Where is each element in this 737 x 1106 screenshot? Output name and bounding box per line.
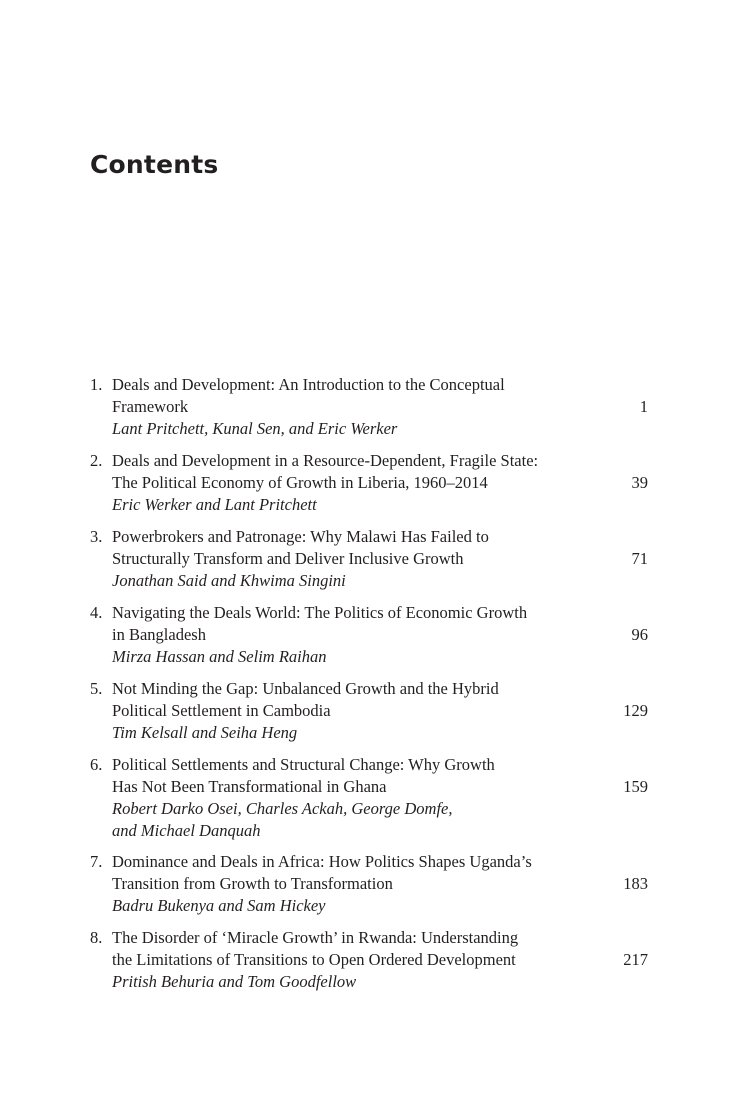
chapter-authors [112,494,648,516]
chapter-title-text: Political Settlement in Cambodia [112,701,331,720]
chapter-number: 5. [90,679,103,698]
chapter-number: 8. [90,928,103,947]
chapter-title-line [112,526,648,548]
authors-text: Tim Kelsall and Seiha Heng [112,723,298,742]
toc-entry[interactable] [90,754,648,842]
chapter-title-text: Deals and Development in a Resource-Dependent, Fragile State: [112,451,539,470]
entry-body [112,678,648,744]
authors-text: Robert Darko Osei, Charles Ackah, George Domfe, [112,799,453,818]
chapter-title-line [112,700,648,722]
entry-body [112,851,648,917]
toc-entry[interactable] [90,678,648,744]
chapter-title-text: Not Minding the Gap: Unbalanced Growth and the Hybrid [112,679,499,698]
chapter-number: 2. [90,451,103,470]
chapter-title-text: the Limitations of Transitions to Open Ordered Development [112,950,516,969]
entry-body [112,602,648,668]
chapter-title-line [112,754,648,776]
chapter-authors [112,418,648,440]
page-title: Contents [90,150,219,179]
page-number: 183 [623,874,648,893]
chapter-authors [112,971,648,993]
chapter-title-line [112,602,648,624]
entry-body [112,526,648,592]
chapter-title-line [112,678,648,700]
page-number: 1 [639,397,648,416]
authors-text: Jonathan Said and Khwima Singini [112,571,346,590]
chapter-title-text: in Bangladesh [112,625,206,644]
chapter-title-line [112,873,648,895]
toc-entry[interactable] [90,602,648,668]
entry-body [112,754,648,842]
chapter-title-line [112,396,648,418]
chapter-title-text: Political Settlements and Structural Change: Why Growth [112,755,495,774]
authors-text: Lant Pritchett, Kunal Sen, and Eric Werker [112,419,398,438]
toc-entry[interactable] [90,450,648,516]
chapter-title-line [112,776,648,798]
chapter-number: 7. [90,852,103,871]
chapter-authors [112,722,648,744]
chapter-title-line [112,927,648,949]
entry-body [112,450,648,516]
authors-text: Pritish Behuria and Tom Goodfellow [112,972,357,991]
chapter-title-line [112,472,648,494]
chapter-title-line [112,624,648,646]
chapter-number: 4. [90,603,103,622]
toc-entry[interactable] [90,851,648,917]
chapter-title-text: Structurally Transform and Deliver Inclusive Growth [112,549,464,568]
chapter-title-line [112,851,648,873]
chapter-title-line [112,949,648,971]
chapter-authors [112,895,648,917]
chapter-number: 3. [90,527,103,546]
chapter-title-text: Dominance and Deals in Africa: How Politics Shapes Uganda’s [112,852,532,871]
page-number: 129 [623,701,648,720]
chapter-number: 1. [90,375,103,394]
chapter-title-line [112,548,648,570]
toc-entry[interactable] [90,927,648,993]
chapter-authors [112,570,648,592]
page-number: 159 [623,777,648,796]
page-number: 96 [631,625,648,644]
chapter-title-text: Has Not Been Transformational in Ghana [112,777,387,796]
chapter-title-line [112,450,648,472]
entry-body [112,927,648,993]
page-number: 39 [631,473,648,492]
page-number: 71 [631,549,648,568]
chapter-authors [112,646,648,668]
entry-body [112,374,648,440]
chapter-title-text: Navigating the Deals World: The Politics of Economic Growth [112,603,528,622]
table-of-contents [90,374,648,1003]
toc-entry[interactable] [90,374,648,440]
authors-text: Eric Werker and Lant Pritchett [112,495,317,514]
chapter-title-text: Powerbrokers and Patronage: Why Malawi Has Failed to [112,527,489,546]
chapter-title-text: The Political Economy of Growth in Liberia, 1960–2014 [112,473,488,492]
chapter-title-text: Transition from Growth to Transformation [112,874,393,893]
chapter-authors [112,820,648,842]
page-number: 217 [623,950,648,969]
chapter-title-text: Framework [112,397,189,416]
authors-text: Mirza Hassan and Selim Raihan [112,647,327,666]
chapter-number: 6. [90,755,103,774]
chapter-title-line [112,374,648,396]
toc-entry[interactable] [90,526,648,592]
chapter-title-text: The Disorder of ‘Miracle Growth’ in Rwanda: Understanding [112,928,519,947]
chapter-title-text: Deals and Development: An Introduction to the Conceptual [112,375,505,394]
authors-text: Badru Bukenya and Sam Hickey [112,896,326,915]
chapter-authors [112,798,648,820]
authors-text: and Michael Danquah [112,821,261,840]
